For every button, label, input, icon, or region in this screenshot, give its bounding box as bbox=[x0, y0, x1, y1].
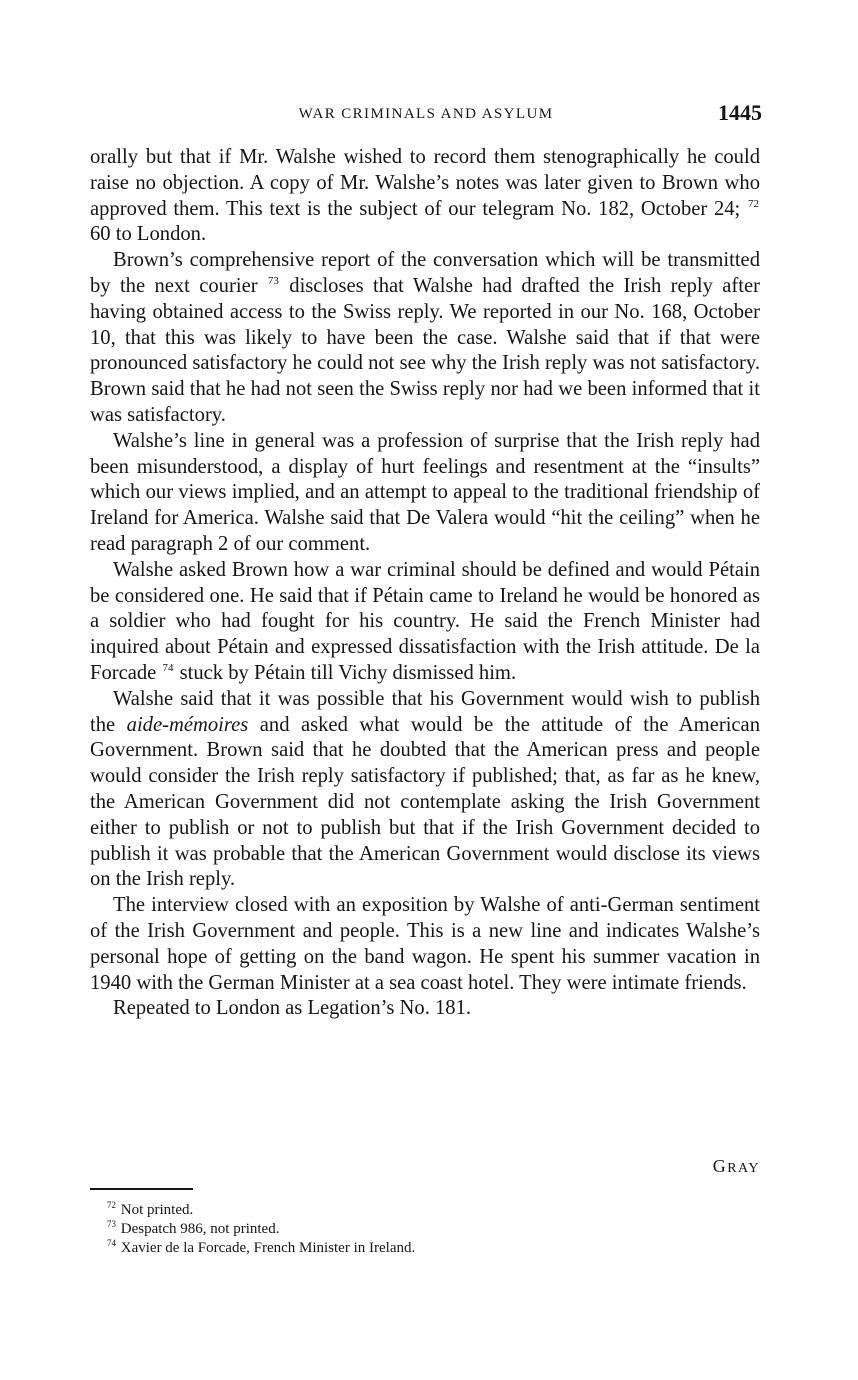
footnote-72 bbox=[106, 1201, 415, 1220]
paragraph-6 bbox=[90, 893, 760, 996]
text-run: and asked what would be the attitude of the American Government. Brown said that he doubted that the American press and people would consider the Irish reply satisfactory if published; that, as far as he knew, the American Government did not contemplate asking the Irish Government either to publish or not to publish but that if the Irish Government decided to publish it was probable that the American Government would disclose its views on the Irish reply. bbox=[90, 713, 760, 891]
footnote-text: Not printed. bbox=[120, 1202, 194, 1218]
text-run: 60 to London. bbox=[90, 223, 207, 246]
text-run: Repeated to London as Legation’s No. 181. bbox=[113, 997, 472, 1020]
paragraph-2 bbox=[90, 248, 760, 429]
paragraph-4 bbox=[90, 558, 760, 687]
text-run: Walshe said that it was possible that his Government would wish to publish the bbox=[90, 687, 760, 736]
footnote-text: Xavier de la Forcade, French Minister in Ireland. bbox=[120, 1240, 416, 1256]
footnote-ref-72: 72 bbox=[748, 197, 759, 210]
footnote-mark: 72 bbox=[107, 1200, 116, 1210]
text-run: stuck by Pétain till Vichy dismissed him. bbox=[174, 661, 517, 684]
running-head: WAR CRIMINALS AND ASYLUM bbox=[298, 106, 554, 122]
text-run: Brown’s comprehensive report of the conversation which will be transmitted by the next courier bbox=[90, 249, 760, 297]
footnote-73 bbox=[106, 1220, 415, 1239]
paragraph-5 bbox=[90, 687, 760, 893]
footnote-mark: 74 bbox=[107, 1238, 116, 1248]
body-text bbox=[90, 145, 760, 1022]
text-run: The interview closed with an exposition by Walshe of anti-German sentiment of the Irish Government and people. This is a new line and indicates Walshe’s personal hope of getting on the band wagon. He spent his summer vacation in 1940 with the German Minister at a sea coast hotel. They were intimate friends. bbox=[90, 894, 760, 994]
footnote-74 bbox=[106, 1239, 415, 1258]
text-run: orally but that if Mr. Walshe wished to record them stenographically he could raise no objection. A copy of Mr. Walshe’s notes was later given to Brown who approved them. This text is the subject of our telegram No. 182, October 24; bbox=[90, 146, 760, 220]
text-run: discloses that Walshe had drafted the Irish reply after having obtained access to the Swiss reply. We reported in our No. 168, October 10, that this was likely to have been the case. Walshe said that if that were pronounced satisfactory he could not see why the Irish reply was not satisfactory. Brown said that he had not seen the Swiss reply nor had we been informed that it was satisfactory. bbox=[90, 274, 760, 426]
paragraph-1 bbox=[90, 145, 760, 248]
footnotes bbox=[106, 1201, 415, 1258]
footnote-divider bbox=[90, 1188, 193, 1190]
paragraph-7 bbox=[90, 996, 760, 1022]
text-run: Walshe asked Brown how a war criminal should be defined and would Pétain be considered one. He said that if Pétain came to Ireland he would be honored as a soldier who had fought for his country. He said the French Minister had inquired about Pétain and expressed dissatisfaction with the Irish attitude. De la Forcade bbox=[90, 558, 760, 684]
footnote-ref-74: 74 bbox=[162, 661, 174, 674]
footnote-text: Despatch 986, not printed. bbox=[120, 1221, 280, 1237]
footnote-mark: 73 bbox=[107, 1219, 116, 1229]
signature: GRAY bbox=[712, 1156, 760, 1176]
page-number: 1445 bbox=[718, 100, 762, 125]
page-header bbox=[90, 100, 762, 132]
text-run: Walshe’s line in general was a profession of surprise that the Irish reply had been misunderstood, a display of hurt feelings and resentment at the “insults” which our views implied, and an attempt to appeal to the traditional friendship of Ireland for America. Walshe said that De Valera would “hit the ceiling” when he read paragraph 2 of our comment. bbox=[90, 429, 760, 555]
footnote-ref-73: 73 bbox=[267, 274, 279, 287]
paragraph-3 bbox=[90, 429, 760, 558]
italic-phrase: aide-mémoires bbox=[126, 713, 249, 736]
